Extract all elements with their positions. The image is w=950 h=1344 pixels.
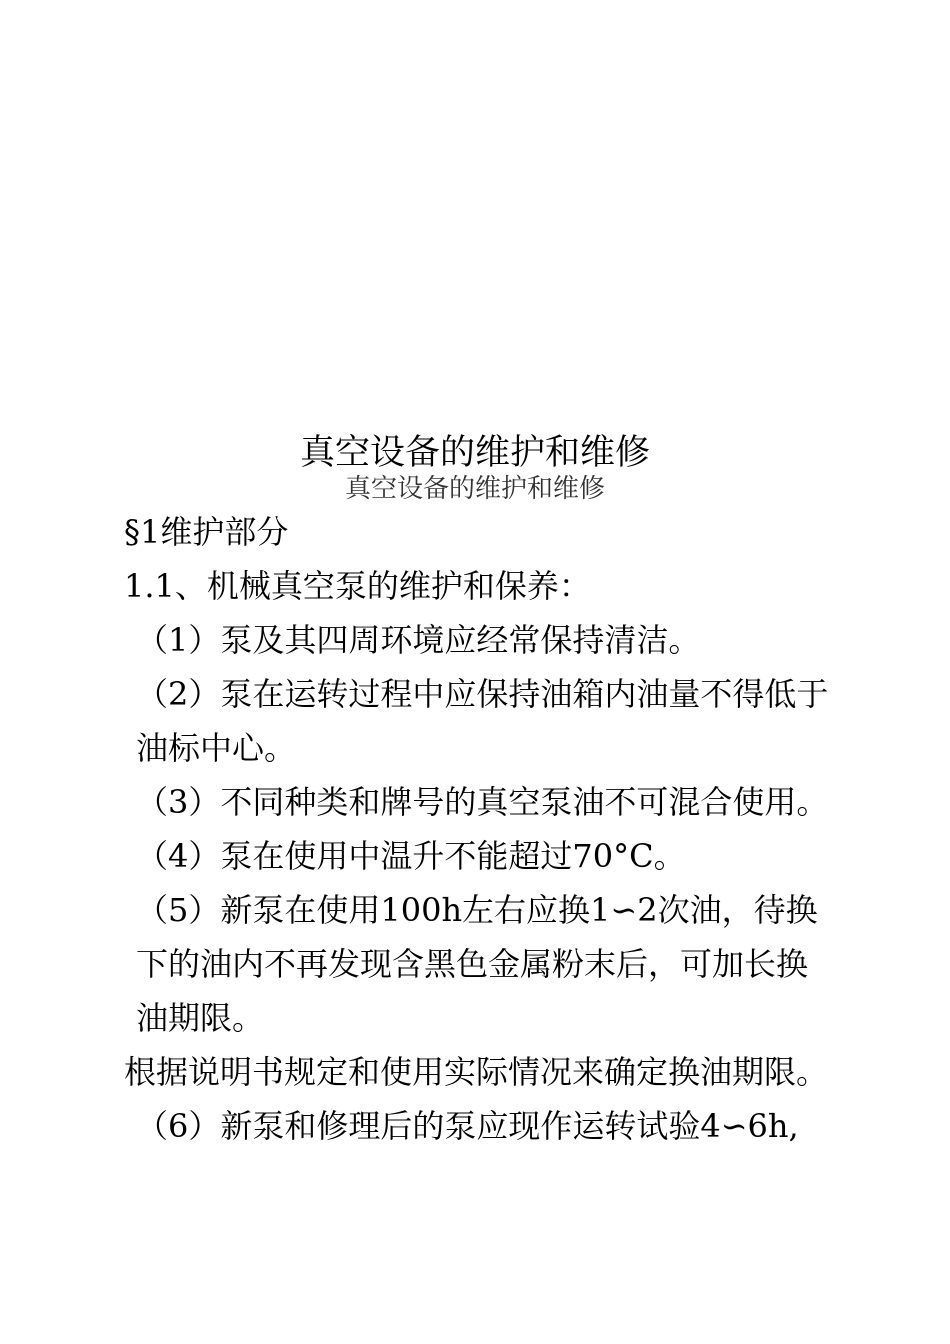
body-paragraph: 根据说明书规定和使用实际情况来确定换油期限。 [124, 1053, 829, 1091]
list-item-5: （5）新泵在使用100h左右应换1∽2次油，待换下的油内不再发现含黑色金属粉末后，可加长换油期限。 [136, 891, 818, 1037]
list-item-6: （6）新泵和修理后的泵应现作运转试验4∽6h, [136, 1107, 799, 1145]
document-title: 真空设备的维护和维修 [299, 433, 650, 473]
document-body [124, 505, 836, 1153]
document-subtitle: 真空设备的维护和维修 [344, 474, 605, 504]
list-item-3: （3）不同种类和牌号的真空泵油不可混合使用。 [136, 783, 829, 821]
subsection-heading: 1.1、机械真空泵的维护和保养： [124, 567, 591, 605]
list-item-4: （4）泵在使用中温升不能超过70°C。 [136, 837, 686, 875]
list-item-2: （2）泵在运转过程中应保持油箱内油量不得低于油标中心。 [136, 675, 829, 767]
section-heading: §1维护部分 [124, 513, 289, 551]
list-item-1: （1）泵及其四周环境应经常保持清洁。 [136, 621, 701, 659]
